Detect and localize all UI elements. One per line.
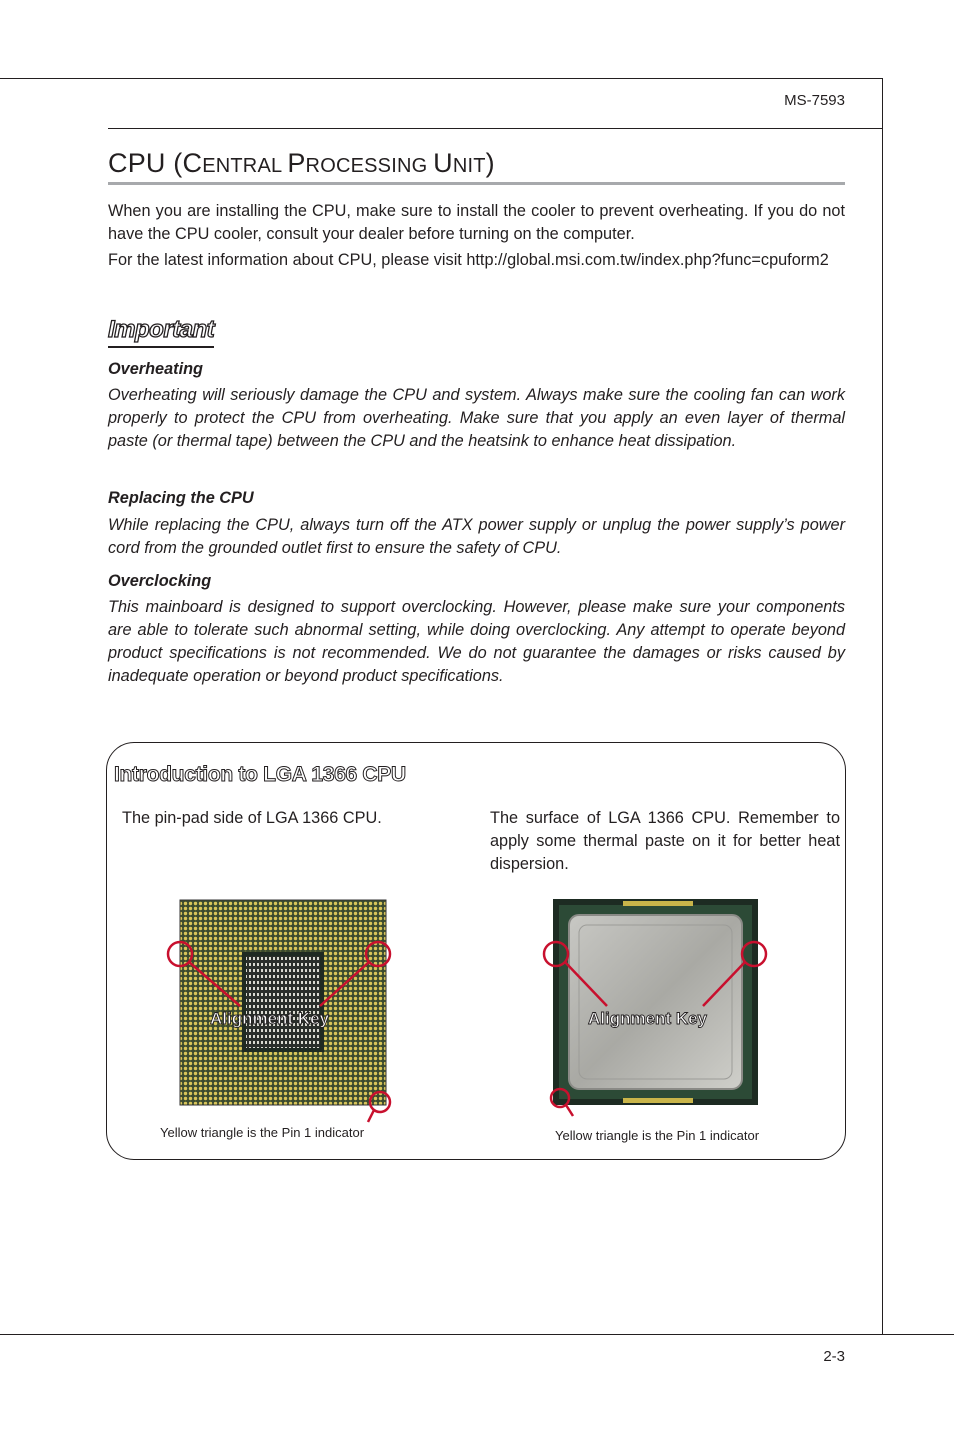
cpu-info-paragraph: For the latest information about CPU, please visit http://global.msi.com.tw/index.php?func=cpuform2	[108, 251, 829, 269]
replacing-heading: Replacing the CPU	[108, 489, 254, 507]
right-alignment-key-label: Alignment Key	[588, 1009, 708, 1028]
right-margin-rule	[882, 78, 883, 1334]
top-rule	[0, 78, 882, 79]
bottom-rule	[0, 1334, 954, 1335]
model-number: MS-7593	[784, 92, 845, 109]
right-marker-overlay	[535, 930, 775, 1130]
replacing-text: While replacing the CPU, always turn off the ATX power supply or unplug the power supply’s power cord from the grounded outlet first to ensure the safety of CPU.	[108, 516, 845, 557]
surface-description: The surface of LGA 1366 CPU. Remember to apply some thermal paste on it for better heat dispersion.	[490, 809, 840, 873]
section-title: CPU (CENTRAL PROCESSING UNIT)	[108, 148, 845, 185]
right-pin1-caption: Yellow triangle is the Pin 1 indicator	[555, 1128, 760, 1143]
overheating-heading: Overheating	[108, 360, 204, 378]
overclocking-heading: Overclocking	[108, 572, 212, 590]
left-marker-overlay	[160, 930, 410, 1130]
pin-pad-description: The pin-pad side of LGA 1366 CPU.	[122, 809, 382, 827]
intro-paragraph: When you are installing the CPU, make sure to install the cooler to prevent overheating. If you do not have the CPU cooler, consult your dealer before turning on the computer.	[108, 202, 845, 243]
page-number: 2-3	[823, 1348, 845, 1365]
header-rule	[108, 128, 882, 129]
overclocking-text: This mainboard is designed to support overclocking. However, please make sure your components are able to tolerate such abnormal setting, while doing overclocking. Any attempt to operate beyond product specifications is not recommended. We do not guarantee the damages or risks caused by inadequate operation or beyond product specifications.	[108, 598, 845, 685]
left-alignment-key-label: Alignment Key	[210, 1009, 330, 1028]
intro-box-title: Introduction to LGA 1366 CPU	[114, 763, 406, 786]
important-heading: Important	[108, 315, 214, 348]
left-pin1-caption: Yellow triangle is the Pin 1 indicator	[160, 1125, 365, 1140]
overheating-text: Overheating will seriously damage the CPU and system. Always make sure the cooling fan can work properly to protect the CPU from overheating. Make sure that you apply an even layer of thermal paste (or thermal tape) between the CPU and the heatsink to enhance heat dissipation.	[108, 386, 845, 450]
